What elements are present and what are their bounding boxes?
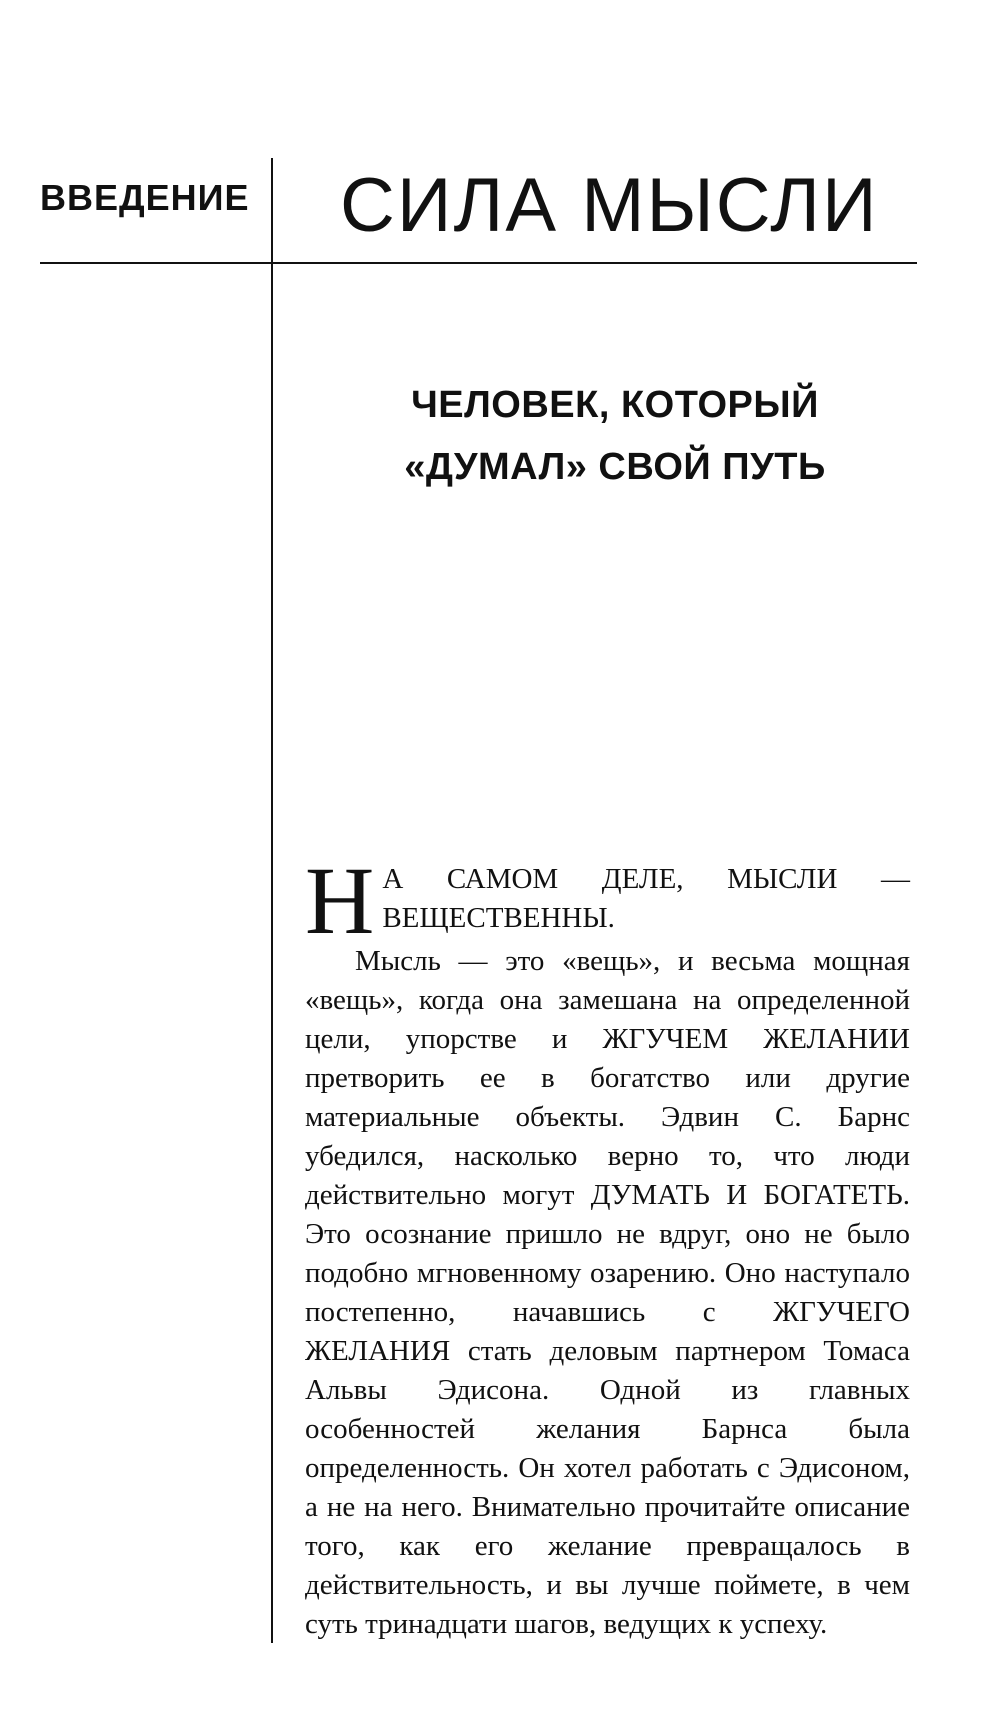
horizontal-rule: [40, 262, 917, 264]
body-text: [305, 847, 910, 1644]
subheading-line-1: ЧЕЛОВЕК, КОТОРЫЙ: [411, 384, 819, 426]
lead-paragraph: [305, 847, 910, 954]
subheading-line-2: «ДУМАЛ» СВОЙ ПУТЬ: [404, 446, 826, 488]
main-paragraph: Мысль — это «вещь», и весьма мощная «вещь», когда она замешана на определенной цели, упорстве и ЖГУЧЕМ ЖЕЛАНИИ претворить ее в богатство или другие материальные объекты. Эдвин С. Барнс убедился, насколько верно то, что люди действительно могут ДУМАТЬ И БОГАТЕТЬ. Это осознание пришло не вдруг, оно не было подобно мгновенному озарению. Оно наступало постепенно, начавшись с ЖГУЧЕГО ЖЕЛАНИЯ стать деловым партнером Томаса Альвы Эдисона. Одной из главных особенностей желания Барнса была определенность. Он хотел работать с Эдисоном, а не на него. Внимательно прочитайте описание того, как его желание превращалось в действительность, и вы лучше поймете, в чем суть тринадцати шагов, ведущих к успеху.: [305, 945, 910, 1640]
lead-text: А САМОМ ДЕЛЕ, МЫСЛИ — ВЕЩЕСТВЕННЫ.: [382, 863, 910, 934]
drop-cap: Н: [305, 847, 375, 954]
subheading: [330, 374, 900, 498]
section-label: ВВЕДЕНИЕ: [40, 177, 250, 218]
chapter-title: СИЛА МЫСЛИ: [340, 163, 879, 248]
vertical-rule: [271, 158, 273, 1643]
